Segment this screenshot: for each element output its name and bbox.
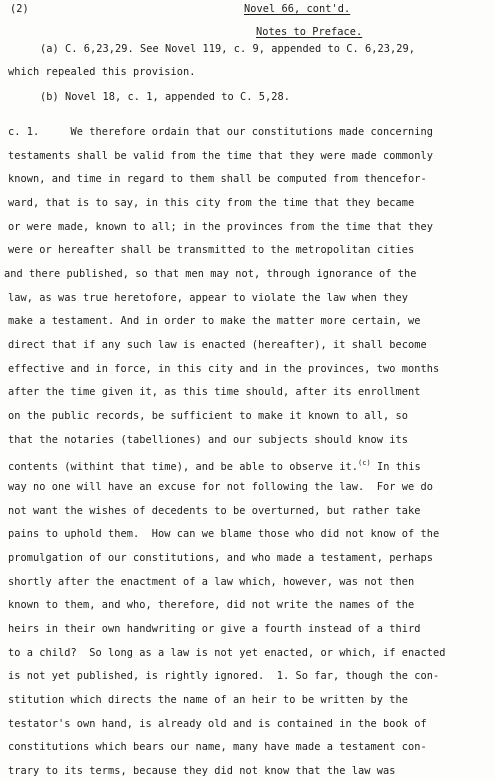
body-line-13: on the public records, be sufficient to make it known to all, so: [8, 410, 408, 422]
body-line-16: way no one will have an excuse for not following the law. For we do: [8, 481, 433, 493]
body-line-10: direct that if any such law is enacted (hereafter), it shall become: [8, 339, 427, 351]
body-line-6: were or hereafter shall be transmitted to the metropolitan cities: [8, 244, 415, 257]
body-line-21: known to them, and who, therefore, did not write the names of the: [8, 599, 415, 612]
body-line-23: to a child? So long as a law is not yet enacted, or which, if enacted: [8, 646, 446, 659]
body-line-18: pains to uphold them. How can we blame those who did not know of the: [8, 528, 440, 541]
section-title: Notes to Preface.: [256, 26, 363, 38]
body-line-11: effective and in force, in this city and in the provinces, two months: [8, 362, 440, 375]
body-line-25: stitution which directs the name of an heir to be written by the: [8, 694, 408, 706]
body-line-5: or were made, known to all; in the provinces from the time that they: [8, 220, 433, 233]
body-line-15-text: contents (withint that time), and be able to observe it.: [8, 461, 358, 474]
page-number: (2): [10, 3, 29, 15]
body-line-17: not want the wishes of decedents to be overturned, but rather take: [8, 504, 421, 517]
note-a-continued: which repealed this provision.: [8, 66, 196, 78]
body-line-7: and there published, so that men may not, through ignorance of the: [4, 268, 417, 280]
body-line-24: is not yet published, is rightly ignored. 1. So far, though the con-: [8, 670, 440, 683]
body-line-3: known, and time in regard to them shall be computed from thencefor-: [8, 173, 427, 186]
body-line-1: c. 1. We therefore ordain that our constitutions made concerning: [8, 126, 433, 138]
body-line-2: testaments shall be valid from the time that they were made commonly: [8, 149, 433, 162]
running-title: Novel 66, cont'd.: [244, 3, 351, 15]
body-line-22: heirs in their own handwriting or give a fourth instead of a third: [8, 623, 421, 635]
body-line-19: promulgation of our constitutions, and who made a testament, perhaps: [8, 552, 433, 564]
body-line-9: make a testament. And in order to make the matter more certain, we: [8, 315, 421, 328]
footnote-ref-c: (c): [357, 459, 371, 468]
note-b: (b) Novel 18, c. 1, appended to C. 5,28.: [40, 91, 290, 103]
body-line-15: [8, 457, 421, 473]
body-line-28: trary to its terms, because they did not know that the law was: [8, 765, 396, 777]
body-line-14: that the notaries (tabelliones) and our subjects should know its: [8, 433, 408, 446]
body-line-12: after the time given it, as this time should, after its enrollment: [8, 386, 421, 399]
body-line-15-tail: In this: [370, 461, 421, 474]
body-line-8: law, as was true heretofore, appear to violate the law when they: [8, 291, 408, 304]
body-line-26: testator's own hand, is already old and is contained in the book of: [8, 717, 427, 730]
body-line-27: constitutions which bears our name, many have made a testament con-: [8, 741, 427, 754]
note-a: (a) C. 6,23,29. See Novel 119, c. 9, appended to C. 6,23,29,: [40, 43, 415, 55]
body-line-4: ward, that is to say, in this city from the time that they became: [8, 197, 415, 209]
body-line-20: shortly after the enactment of a law which, however, was not then: [8, 575, 415, 588]
